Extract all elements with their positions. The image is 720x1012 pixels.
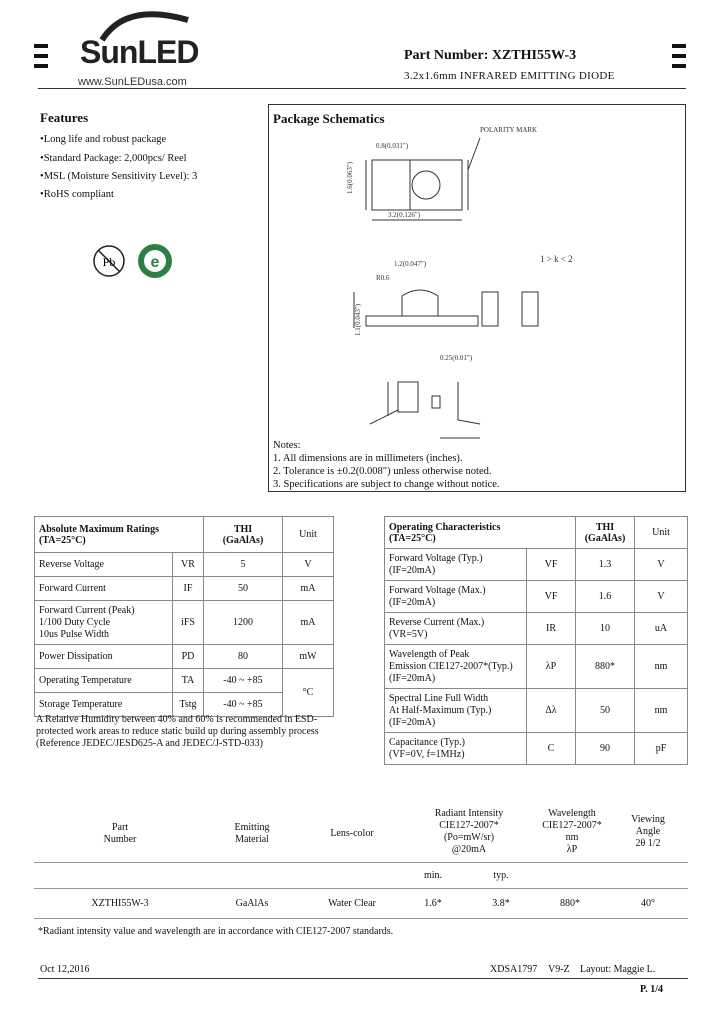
table-row: Forward Voltage (Max.) (IF=20mA) VF 1.6 V: [385, 581, 688, 613]
table-row: Power Dissipation PD 80 mW: [35, 645, 334, 669]
sel-sub-typ: typ.: [493, 870, 509, 881]
part-subtitle: 3.2x1.6mm INFRARED EMITTING DIODE: [404, 70, 615, 82]
footer-layout: Layout: Maggie L.: [580, 964, 656, 975]
svg-text:Pb: Pb: [102, 255, 116, 269]
footer-page: P. 1/4: [640, 984, 663, 995]
sel-part: XZTHI55W-3: [91, 898, 149, 909]
pb-free-icon: [92, 244, 126, 278]
sel-min: 1.6*: [424, 898, 442, 909]
op-char-table: [384, 516, 688, 765]
abs-max-footnote: A Relative Humidity between 40% and 60% is recommended in ESD-protected work areas to reduce static build up during assembly process (Reference JEDEC/JESD625-A and JEDEC/J-STD-033): [36, 714, 319, 749]
table-row: Reverse Voltage VR 5 V: [35, 553, 334, 577]
rohs-e-icon: [136, 242, 174, 280]
abs-max-unit: Unit: [283, 517, 334, 553]
svg-text:1.2(0.047"): 1.2(0.047"): [394, 260, 427, 268]
package-drawing: [340, 120, 680, 450]
op-char-header: Operating Characteristics (TA=25°C): [385, 517, 576, 549]
feature-item: •RoHS compliant: [40, 189, 114, 200]
footer-version: V9-Z: [548, 964, 570, 975]
table-row: Storage Temperature Tstg -40 ~ +85: [35, 693, 334, 717]
svg-text:R0.6: R0.6: [376, 274, 390, 282]
left-side-bars: [34, 44, 48, 74]
footer-date: Oct 12,2016: [40, 964, 90, 975]
feature-item: •Long life and robust package: [40, 134, 167, 145]
sel-header-angle: Viewing Angle 2θ 1/2: [631, 814, 665, 849]
feature-item: •MSL (Moisture Sensitivity Level): 3: [40, 171, 198, 182]
sel-sub-min: min.: [423, 870, 443, 881]
svg-text:0.25(0.01"): 0.25(0.01"): [440, 354, 473, 362]
sel-typ: 3.8*: [492, 898, 510, 909]
header-divider: [38, 88, 686, 89]
sel-footnote: *Radiant intensity value and wavelength are in accordance with CIE127-2007 standards.: [38, 926, 394, 937]
table-row: Spectral Line Full Width At Half-Maximum (Typ.) (IF=20mA) Δλ 50 nm: [385, 689, 688, 733]
sel-wavelength: 880*: [560, 898, 580, 909]
abs-max-header: Absolute Maximum Ratings (TA=25°C): [35, 517, 204, 553]
sel-header-part: Part Number: [103, 822, 137, 845]
note-item: 2. Tolerance is ±0.2(0.008") unless otherwise noted.: [273, 466, 492, 477]
svg-text:1 > k < 2: 1 > k < 2: [540, 254, 573, 264]
brand-url[interactable]: www.SunLEDusa.com: [78, 76, 187, 88]
svg-text:e: e: [150, 254, 160, 271]
schematics-title: Package Schematics: [273, 111, 385, 126]
svg-text:1.6(0.063"): 1.6(0.063"): [346, 161, 354, 194]
op-char-col1: THI (GaAlAs): [576, 517, 635, 549]
sel-divider: [34, 918, 688, 919]
note-item: 3. Specifications are subject to change without notice.: [273, 479, 500, 490]
table-row: Reverse Current (Max.) (VR=5V) IR 10 uA: [385, 613, 688, 645]
sel-header-material: Emitting Material: [234, 822, 270, 845]
svg-text:0.8(0.031"): 0.8(0.031"): [376, 142, 409, 150]
svg-text:1.1(0.043"): 1.1(0.043"): [354, 303, 362, 336]
sel-divider: [34, 888, 688, 889]
sel-header-lens: Lens-color: [330, 828, 374, 839]
brand-logo: SunLED: [80, 34, 199, 70]
footer-doc: XDSA1797: [490, 964, 538, 975]
part-number: Part Number: XZTHI55W-3: [404, 48, 577, 63]
features-title: Features: [40, 110, 89, 125]
note-item: 1. All dimensions are in millimeters (inches).: [273, 453, 463, 464]
table-row: Capacitance (Typ.) (VF=0V, f=1MHz) C 90 pF: [385, 733, 688, 765]
notes-title: Notes:: [273, 440, 301, 451]
abs-max-col1: THI (GaAlAs): [204, 517, 283, 553]
table-row: Forward Current (Peak) 1/100 Duty Cycle 10us Pulse Width iFS 1200 mA: [35, 601, 334, 645]
abs-max-table: [34, 516, 334, 717]
sel-lens: Water Clear: [328, 898, 376, 909]
footer-divider: [38, 978, 688, 979]
sel-header-intensity: Radiant Intensity CIE127-2007* (Po=mW/sr) @20mA: [434, 808, 504, 855]
op-char-unit: Unit: [635, 517, 688, 549]
table-row: Operating Temperature TA -40 ~ +85 °C: [35, 669, 334, 693]
table-row: Forward Current IF 50 mA: [35, 577, 334, 601]
svg-text:3.2(0.126"): 3.2(0.126"): [388, 211, 421, 219]
table-row: Forward Voltage (Typ.) (IF=20mA) VF 1.3 V: [385, 549, 688, 581]
table-row: Wavelength of Peak Emission CIE127-2007*(Typ.) (IF=20mA) λP 880* nm: [385, 645, 688, 689]
svg-text:POLARITY MARK: POLARITY MARK: [480, 126, 538, 134]
sel-divider: [34, 862, 688, 863]
sel-header-wavelength: Wavelength CIE127-2007* nm λP: [542, 808, 602, 855]
sel-material: GaAlAs: [235, 898, 269, 909]
feature-item: •Standard Package: 2,000pcs/ Reel: [40, 153, 187, 164]
sel-angle: 40°: [641, 898, 655, 909]
right-side-bars: [672, 44, 686, 74]
